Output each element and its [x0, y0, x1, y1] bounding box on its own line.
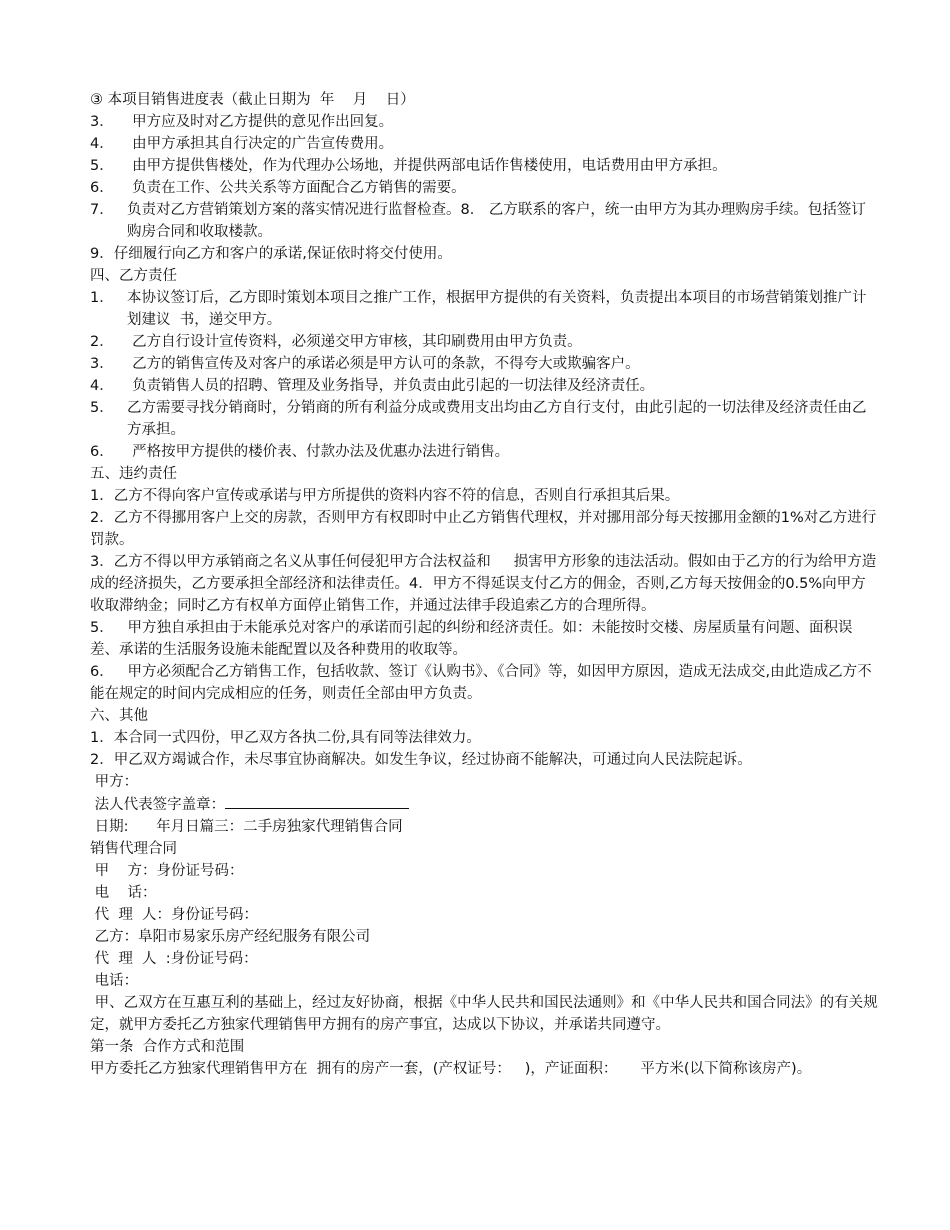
- text-line: 代 理 人 :身份证号码：: [90, 951, 258, 967]
- text-line: 2．乙方不得挪用客户上交的房款，否则甲方有权即时中止乙方销售代理权，并对挪用部分每天按挪用金额的1%对乙方进行罚款。: [90, 510, 877, 548]
- text-line: 日期: 年月日篇三：二手房独家代理销售合同: [90, 819, 403, 835]
- item-text: 负责对乙方营销策划方案的落实情况进行监督检查。8． 乙方联系的客户，统一由甲方为其办理购房手续。包括签订购房合同和收取楼款。: [127, 202, 866, 240]
- text-line: 3． 乙方的销售宣传及对客户的承诺必须是甲方认可的条款，不得夸大或欺骗客户。: [90, 356, 640, 372]
- item-number: 5．: [90, 400, 114, 416]
- text-line: 乙方：阜阳市易家乐房产经纪服务有限公司: [90, 929, 371, 945]
- text-line: 甲、乙双方在互惠互利的基础上，经过友好协商，根据《中华人民共和国民法通则》和《中华人民共和国合同法》的有关规定，就甲方委托乙方独家代理销售甲方拥有的房产事宜，达成以下协议，并承诺共同遵守。: [90, 995, 878, 1033]
- text-line: 五、违约责任: [90, 466, 177, 482]
- signature-blank: [225, 793, 409, 809]
- text-line: 6． 甲方必须配合乙方销售工作，包括收款、签订《认购书》、《合同》等，如因甲方原因，造成无法成交,由此造成乙方不能在规定的时间内完成相应的任务，则责任全部由甲方负责。: [90, 664, 872, 702]
- text-line: 甲 方：身份证号码：: [90, 863, 244, 879]
- text-line: 3．乙方不得以甲方承销商之名义从事任何侵犯甲方合法权益和 损害甲方形象的违法活动。假如由于乙方的行为给甲方造成的经济损失，乙方要承担全部经济和法律责任。4．甲方不得延误支付乙方的佣金，否则,乙方每天按佣金的0.5%向甲方收取滞纳金；同时乙方有权单方面停止销售工作，并通过法律手段追索乙方的合理所得。: [90, 554, 877, 614]
- item-text: 乙方需要寻找分销商时，分销商的所有利益分成或费用支出均由乙方自行支付，由此引起的一切法律及经济责任由乙方承担。: [127, 400, 867, 438]
- text-line: 4． 负责销售人员的招聘、管理及业务指导，并负责由此引起的一切法律及经济责任。: [90, 378, 655, 394]
- text-line: 甲方：: [90, 774, 139, 790]
- text-line: 5． 甲方独自承担由于未能承兑对客户的承诺而引起的纠纷和经济责任。如：未能按时交楼、房屋质量有问题、面积误差、承诺的生活服务设施未能配置以及各种费用的收取等。: [90, 620, 853, 658]
- signature-line: [90, 793, 880, 816]
- text-line: 销售代理合同: [90, 841, 177, 857]
- document-body: [90, 89, 880, 1080]
- text-line: ③ 本项目销售进度表（截止日期为 年 月 日）: [90, 92, 415, 108]
- text-line: 5． 由甲方提供售楼处，作为代理办公场地，并提供两部电话作售楼使用，电话费用由甲方承担。: [90, 158, 727, 174]
- text-line: 2． 乙方自行设计宣传资料，必须递交甲方审核，其印刷费用由甲方负责。: [90, 334, 582, 350]
- signature-label: 法人代表签字盖章：: [90, 797, 226, 813]
- text-line: 电 话：: [90, 885, 157, 901]
- text-line: 1．本合同一式四份，甲乙双方各执二份,具有同等法律效力。: [90, 730, 481, 746]
- item-number: 7．: [90, 202, 114, 218]
- text-line: 四、乙方责任: [90, 268, 177, 284]
- text-line: 6． 严格按甲方提供的楼价表、付款办法及优惠办法进行销售。: [90, 444, 510, 460]
- text-line: 4． 由甲方承担其自行决定的广告宣传费用。: [90, 136, 394, 152]
- numbered-item: [90, 287, 880, 331]
- text-line: 代 理 人：身份证号码：: [90, 907, 259, 923]
- text-line: 六、其他: [90, 708, 148, 724]
- text-line: 3． 甲方应及时对乙方提供的意见作出回复。: [90, 114, 394, 130]
- text-line: 1．乙方不得向客户宣传或承诺与甲方所提供的资料内容不符的信息，否则自行承担其后果。: [90, 488, 680, 504]
- item-number: 1．: [90, 290, 114, 306]
- text-line: 第一条 合作方式和范围: [90, 1039, 245, 1055]
- text-line: 6． 负责在工作、公共关系等方面配合乙方销售的需要。: [90, 180, 466, 196]
- text-line: 甲方委托乙方独家代理销售甲方在 拥有的房产一套，(产权证号： )，产证面积： 平方米(以下简称该房产)。: [90, 1061, 812, 1077]
- text-line: 电话：: [90, 973, 139, 989]
- numbered-item: [90, 397, 880, 441]
- text-line: 9．仔细履行向乙方和客户的承诺,保证依时将交付使用。: [90, 246, 452, 262]
- numbered-item: [90, 199, 880, 243]
- item-text: 本协议签订后，乙方即时策划本项目之推广工作，根据甲方提供的有关资料，负责提出本项目的市场营销策划推广计划建议 书，递交甲方。: [127, 290, 867, 328]
- text-line: 2．甲乙双方竭诚合作，未尽事宜协商解决。如发生争议，经过协商不能解决，可通过向人民法院起诉。: [90, 752, 752, 768]
